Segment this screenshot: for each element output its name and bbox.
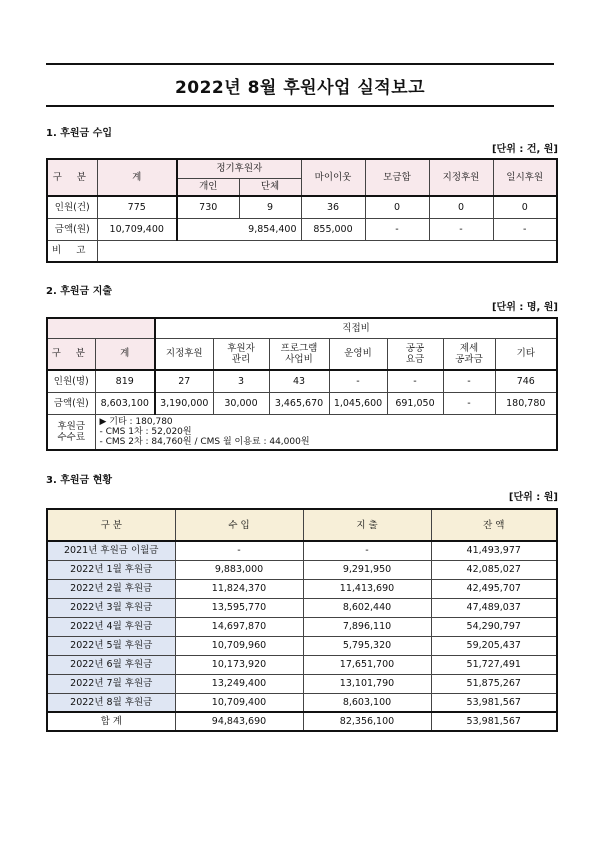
expense-count-donor-mgmt: 3 [213,370,269,392]
status-total-income: 94,843,690 [175,712,303,731]
status-row-income: 10,709,400 [175,693,303,712]
status-row [47,598,557,617]
expense-count-designated: 27 [155,370,213,392]
section1-heading: 1. 후원금 수입 [46,128,113,139]
status-row-expense: 17,651,700 [303,655,431,674]
expense-header-total: 계 [95,338,155,370]
status-header-gubun: 구 분 [47,509,175,541]
expense-header-blank [47,318,155,338]
status-row-expense: 5,795,320 [303,636,431,655]
expense-fee-label-line1: 후원금 [57,420,86,432]
income-amount-onetime: - [493,218,557,240]
expense-amount-program: 3,465,670 [269,392,329,414]
expense-header-designated: 지정후원 [155,338,213,370]
expense-header-tax [443,338,495,370]
expense-header-utility-line2: 요금 [405,353,425,365]
income-note-value [97,240,557,262]
expense-fee-line3: - CMS 2차 : 84,760원 / CMS 월 이용료 : 44,000원 [99,436,310,447]
expense-fee-line2: - CMS 1차 : 52,020원 [99,426,192,437]
expense-amount-label: 금액(원) [47,392,95,414]
status-row-balance: 53,981,567 [431,693,557,712]
expense-header-donor-mgmt [213,338,269,370]
expense-amount-designated: 3,190,000 [155,392,213,414]
expense-header-utility-line1: 공공 [405,342,425,354]
expense-amount-other: 180,780 [495,392,557,414]
section3-unit: [단위 : 원] [508,492,558,503]
status-row-expense: 8,603,100 [303,693,431,712]
section2-unit: [단위 : 명, 원] [491,302,558,313]
status-table [46,508,558,732]
expense-count-utility: - [387,370,443,392]
income-count-label: 인원(건) [47,196,97,218]
income-count-collect: 0 [365,196,429,218]
status-header-expense: 지 출 [303,509,431,541]
expense-header-other: 기타 [495,338,557,370]
section1-unit: [단위 : 건, 원] [491,144,558,155]
expense-fee-label-line2: 수수료 [57,431,86,443]
income-header-collect: 모금함 [365,159,429,196]
status-row-income: 11,824,370 [175,579,303,598]
expense-header-tax-line2: 공과금 [455,353,483,365]
status-row-balance: 42,495,707 [431,579,557,598]
status-row-expense: 11,413,690 [303,579,431,598]
status-row-label: 2021년 후원금 이월금 [47,541,175,560]
status-row-balance: 59,205,437 [431,636,557,655]
status-rows [47,541,557,712]
income-amount-label: 금액(원) [47,218,97,240]
expense-header-donor-mgmt-line2: 관리 [231,353,251,365]
status-row-income: 10,173,920 [175,655,303,674]
expense-amount-tax: - [443,392,495,414]
status-row [47,674,557,693]
status-row-balance: 47,489,037 [431,598,557,617]
expense-amount-utility: 691,050 [387,392,443,414]
status-row-income: 10,709,960 [175,636,303,655]
expense-count-total: 819 [95,370,155,392]
status-row [47,579,557,598]
status-row-label: 2022년 1월 후원금 [47,560,175,579]
status-row-balance: 54,290,797 [431,617,557,636]
status-row [47,617,557,636]
income-count-onetime: 0 [493,196,557,218]
income-amount-regular: 9,854,400 [177,218,301,240]
status-row-income: 9,883,000 [175,560,303,579]
expense-header-program-line1: 프로그램 [280,342,318,354]
income-count-designated: 0 [429,196,493,218]
status-row-label: 2022년 5월 후원금 [47,636,175,655]
expense-header-program [269,338,329,370]
status-row-balance: 51,875,267 [431,674,557,693]
status-row-label: 2022년 6월 후원금 [47,655,175,674]
status-row-balance: 42,085,027 [431,560,557,579]
status-row-income: - [175,541,303,560]
status-row-balance: 51,727,491 [431,655,557,674]
page-title [46,63,554,107]
status-row-label: 2022년 3월 후원금 [47,598,175,617]
income-header-gubun: 구 분 [47,159,97,196]
status-row-expense: - [303,541,431,560]
income-header-total: 계 [97,159,177,196]
income-header-group: 단체 [239,178,301,196]
income-amount-collect: - [365,218,429,240]
status-total-expense: 82,356,100 [303,712,431,731]
section2-heading: 2. 후원금 지출 [46,286,113,297]
expense-table [46,317,558,451]
expense-count-other: 746 [495,370,557,392]
status-row-label: 2022년 7월 후원금 [47,674,175,693]
income-count-group: 9 [239,196,301,218]
status-row-balance: 41,493,977 [431,541,557,560]
expense-count-label: 인원(명) [47,370,95,392]
income-table [46,158,558,263]
expense-amount-total: 8,603,100 [95,392,155,414]
status-row-label: 2022년 8월 후원금 [47,693,175,712]
status-row-expense: 9,291,950 [303,560,431,579]
status-row [47,560,557,579]
status-header-income: 수 입 [175,509,303,541]
status-row-expense: 7,896,110 [303,617,431,636]
status-row-income: 14,697,870 [175,617,303,636]
page-title-text: 2022년 8월 후원사업 실적보고 [174,77,426,98]
status-row-expense: 13,101,790 [303,674,431,693]
status-header-balance: 잔 액 [431,509,557,541]
expense-header-donor-mgmt-line1: 후원자 [227,342,255,354]
income-count-myiot: 36 [301,196,365,218]
income-header-designated: 지정후원 [429,159,493,196]
status-row-income: 13,595,770 [175,598,303,617]
expense-count-tax: - [443,370,495,392]
status-row-label: 2022년 2월 후원금 [47,579,175,598]
section3-heading: 3. 후원금 현황 [46,475,113,486]
status-row-label: 2022년 4월 후원금 [47,617,175,636]
expense-header-program-line2: 사업비 [285,353,313,365]
expense-header-gubun: 구 분 [47,338,95,370]
income-amount-myiot: 855,000 [301,218,365,240]
status-row [47,693,557,712]
expense-fee-detail [95,414,557,450]
status-row-expense: 8,602,440 [303,598,431,617]
income-amount-total: 10,709,400 [97,218,177,240]
status-total-balance: 53,981,567 [431,712,557,731]
expense-header-utility [387,338,443,370]
expense-amount-operation: 1,045,600 [329,392,387,414]
expense-count-program: 43 [269,370,329,392]
expense-header-tax-line1: 제세 [459,342,479,354]
status-total-label: 합 계 [47,712,175,731]
status-row-income: 13,249,400 [175,674,303,693]
status-row [47,655,557,674]
expense-count-operation: - [329,370,387,392]
income-note-label: 비 고 [47,240,97,262]
income-count-total: 775 [97,196,177,218]
expense-header-operation: 운영비 [329,338,387,370]
income-header-regular: 정기후원자 [177,159,301,178]
status-row [47,636,557,655]
income-header-myiot: 마이이웃 [301,159,365,196]
expense-amount-donor-mgmt: 30,000 [213,392,269,414]
income-count-individual: 730 [177,196,239,218]
income-header-individual: 개인 [177,178,239,196]
status-row [47,541,557,560]
expense-header-direct: 직접비 [155,318,557,338]
expense-fee-line1: ▶ 기타 : 180,780 [99,416,173,427]
income-header-onetime: 일시후원 [493,159,557,196]
income-amount-designated: - [429,218,493,240]
expense-fee-label [47,414,95,450]
